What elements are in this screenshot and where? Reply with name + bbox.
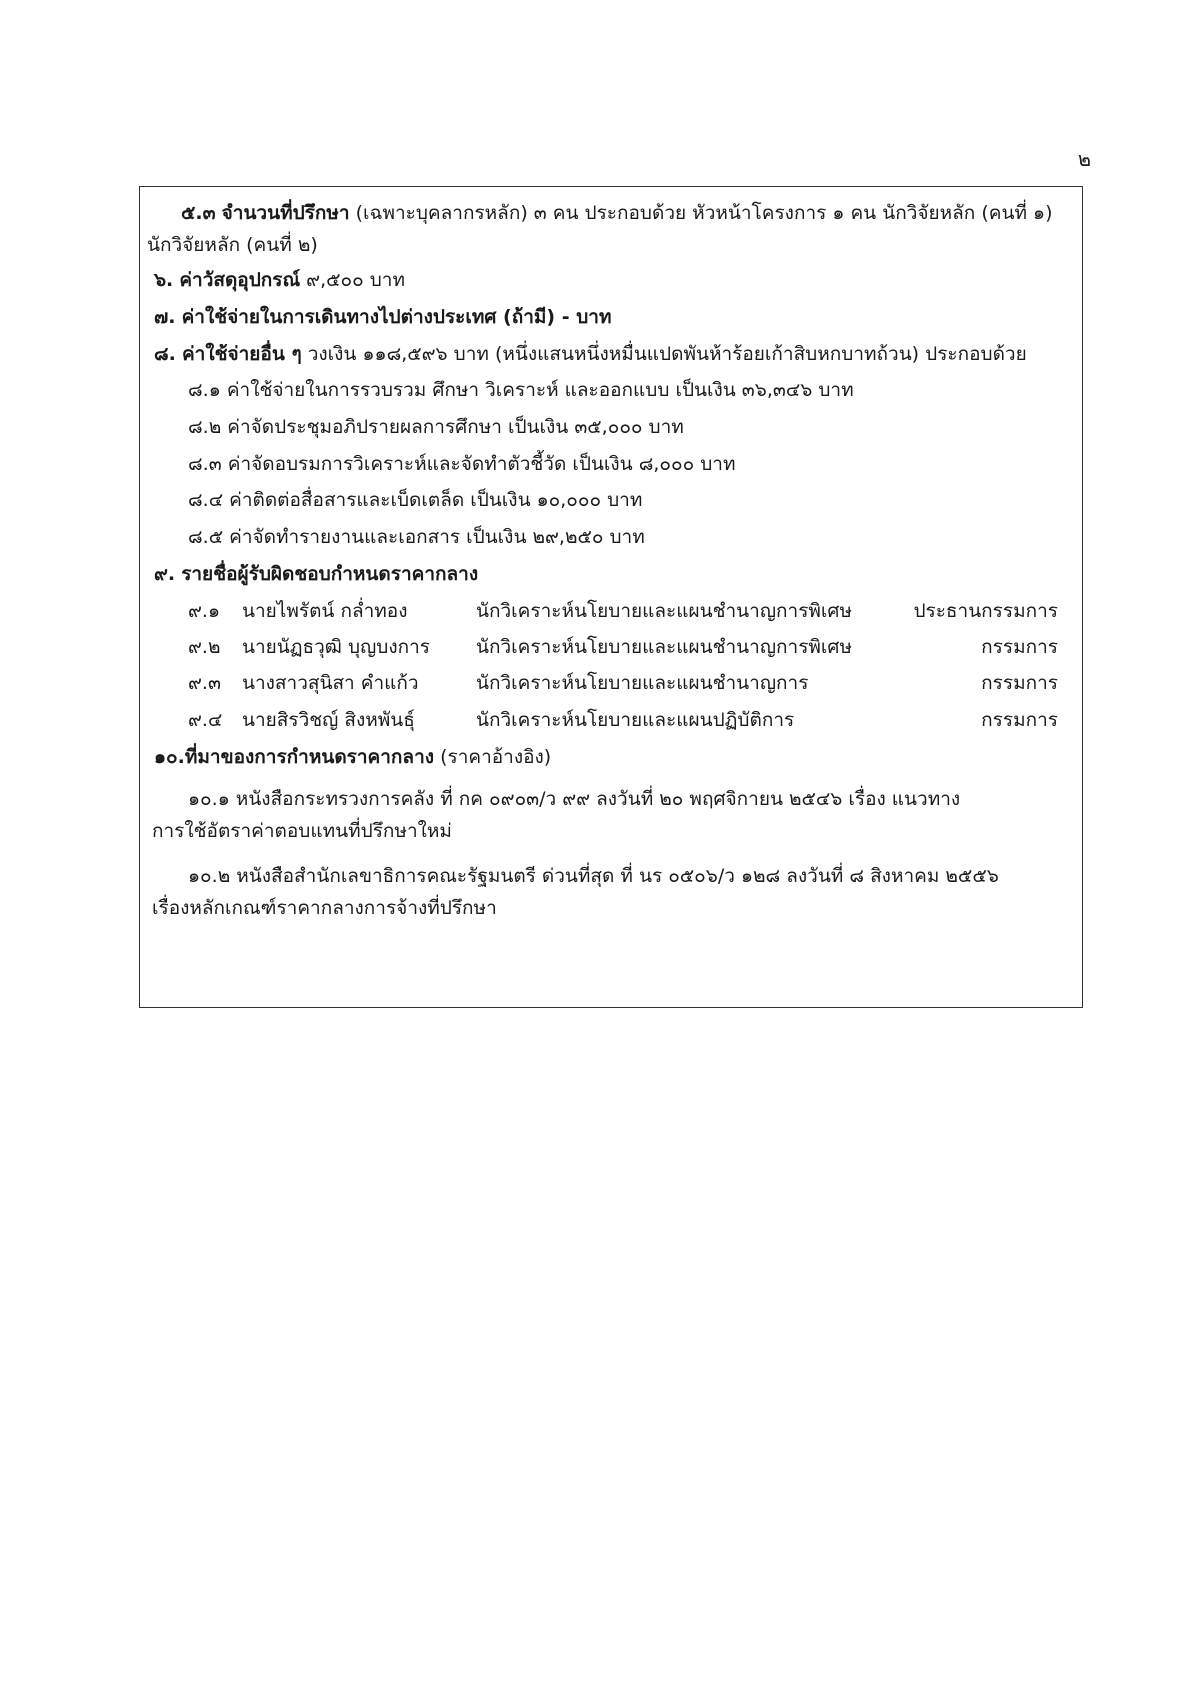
- section-8-text: วงเงิน ๑๑๘,๕๙๖ บาท (หนึ่งแสนหนึ่งหมื่นแปดพันห้าร้อยเก้าสิบหกบาทถ้วน) ประกอบด้วย: [301, 343, 1027, 365]
- section-10-number: ๑๐.: [154, 746, 185, 768]
- section-7-heading: ค่าใช้จ่ายในการเดินทางไปต่างประเทศ (ถ้ามี) - บาท: [181, 306, 612, 328]
- member-position: นักวิเคราะห์นโยบายและแผนปฏิบัติการ: [476, 709, 795, 731]
- item-text: ค่าติดต่อสื่อสารและเบ็ดเตล็ด เป็นเงิน ๑๐,๐๐๐ บาท: [229, 489, 643, 511]
- section-8-item: [188, 487, 642, 513]
- section-9-number: ๙.: [154, 563, 176, 585]
- section-8-number: ๘.: [154, 343, 176, 365]
- item-number: ๘.๓: [188, 453, 222, 475]
- section-8-heading: ค่าใช้จ่ายอื่น ๆ: [181, 343, 302, 365]
- section-8-item: [188, 377, 854, 403]
- item-number: ๘.๔: [188, 489, 224, 511]
- item-text: ค่าใช้จ่ายในการรวบรวม ศึกษา วิเคราะห์ และออกแบบ เป็นเงิน ๓๖,๓๔๖ บาท: [226, 379, 854, 401]
- member-role: กรรมการ: [981, 672, 1058, 694]
- section-7: [154, 304, 611, 330]
- section-8-item: [188, 451, 735, 477]
- member-name: นายสิรวิชญ์ สิงหพันธุ์: [242, 709, 415, 731]
- section-5-3-heading: จำนวนที่ปรึกษา: [221, 202, 350, 224]
- section-7-number: ๗.: [154, 306, 176, 328]
- member-name: นายนัฏธวุฒิ บุญบงการ: [242, 636, 430, 658]
- item-text: ค่าจัดทำรายงานและเอกสาร เป็นเงิน ๒๙,๒๕๐ บาท: [229, 526, 645, 548]
- section-6: [154, 267, 405, 293]
- item-number: ๘.๕: [188, 526, 224, 548]
- member-position: นักวิเคราะห์นโยบายและแผนชำนาญการพิเศษ: [476, 636, 853, 658]
- section-9: [154, 561, 478, 587]
- page-number: ๒: [1077, 147, 1091, 171]
- section-6-heading: ค่าวัสดุอุปกรณ์: [179, 269, 301, 291]
- member-role: กรรมการ: [981, 636, 1058, 658]
- section-8-item: [188, 414, 684, 440]
- member-number: ๙.๑: [188, 600, 221, 622]
- section-10-heading: ที่มาของการกำหนดราคากลาง: [184, 746, 435, 768]
- member-name: นายไพรัตน์ กล่ำทอง: [242, 600, 408, 622]
- member-position: นักวิเคราะห์นโยบายและแผนชำนาญการ: [476, 672, 809, 694]
- member-row: [188, 634, 1058, 660]
- section-5-3: [181, 200, 1053, 226]
- section-8: [154, 341, 1027, 367]
- section-5-3-text: (เฉพาะบุคลากรหลัก) ๓ คน ประกอบด้วย หัวหน้าโครงการ ๑ คน นักวิจัยหลัก (คนที่ ๑): [349, 202, 1053, 224]
- item-number: ๘.๒: [188, 416, 222, 438]
- member-number: ๙.๓: [188, 672, 221, 694]
- member-row: [188, 707, 1058, 733]
- member-position: นักวิเคราะห์นโยบายและแผนชำนาญการพิเศษ: [476, 600, 853, 622]
- section-6-text: ๙,๕๐๐ บาท: [300, 269, 405, 291]
- section-10: [154, 744, 551, 770]
- member-row: [188, 670, 1058, 696]
- section-5-3-number: ๕.๓: [181, 202, 216, 224]
- item-number: ๘.๑: [188, 379, 221, 401]
- member-number: ๙.๔: [188, 709, 223, 731]
- member-number: ๙.๒: [188, 636, 221, 658]
- reference-line: ๑๐.๒ หนังสือสำนักเลขาธิการคณะรัฐมนตรี ด่วนที่สุด ที่ นร ๐๕๐๖/ว ๑๒๘ ลงวันที่ ๘ สิงหาคม ๒๕๕๖: [188, 865, 999, 887]
- reference-line-continued: การใช้อัตราค่าตอบแทนที่ปรึกษาใหม่: [152, 820, 452, 842]
- member-role: กรรมการ: [981, 709, 1058, 731]
- section-6-number: ๖.: [154, 269, 174, 291]
- section-8-item: [188, 524, 645, 550]
- reference-line: ๑๐.๑ หนังสือกระทรวงการคลัง ที่ กค ๐๙๐๓/ว ๙๙ ลงวันที่ ๒๐ พฤศจิกายน ๒๕๔๖ เรื่อง แนวทาง: [188, 788, 961, 810]
- member-row: [188, 598, 1058, 624]
- section-9-heading: รายชื่อผู้รับผิดชอบกำหนดราคากลาง: [181, 563, 479, 585]
- member-name: นางสาวสุนิสา คำแก้ว: [242, 672, 419, 694]
- item-text: ค่าจัดประชุมอภิปรายผลการศึกษา เป็นเงิน ๓๕,๐๐๐ บาท: [227, 416, 684, 438]
- member-role: ประธานกรรมการ: [913, 600, 1058, 622]
- reference-line-continued: เรื่องหลักเกณฑ์ราคากลางการจ้างที่ปรึกษา: [152, 897, 497, 919]
- section-10-text: (ราคาอ้างอิง): [434, 746, 552, 768]
- item-text: ค่าจัดอบรมการวิเคราะห์และจัดทำตัวชี้วัด เป็นเงิน ๘,๐๐๐ บาท: [227, 453, 736, 475]
- section-5-3-continued: นักวิจัยหลัก (คนที่ ๒): [147, 234, 318, 256]
